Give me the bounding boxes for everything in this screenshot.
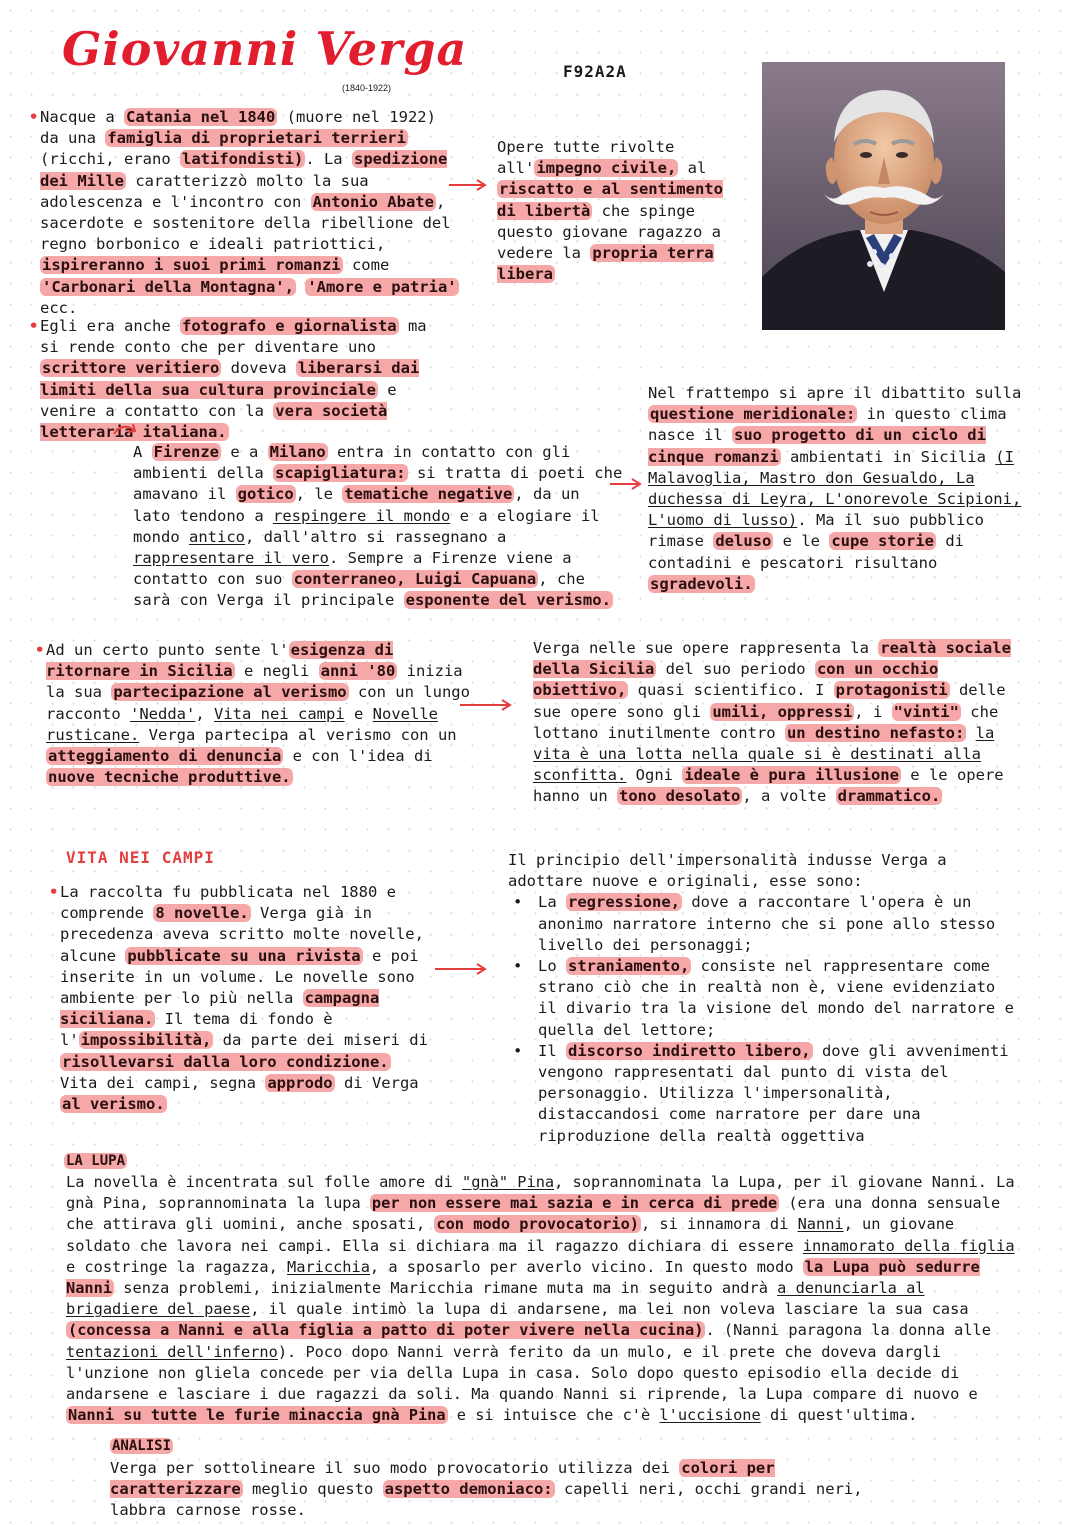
list-item: • La regressione, dove a raccontare l'opera è un anonimo narratore interno che si pone allo stesso livello dei personaggi; xyxy=(508,892,1018,956)
list-item: • Il discorso indiretto libero, dove gli avvenimenti vengono rappresentati dal punto di vista del personaggio. Utilizza l'impersonalità, distaccandosi come narratore per dare una riproduzione della realtà oggettiva xyxy=(508,1041,1018,1147)
la-lupa-heading: LA LUPA xyxy=(66,1153,126,1169)
la-lupa-paragraph: La novella è incentrata sul folle amore di "gnà" Pina, soprannominata la Lupa, per il giovane Nanni. La gnà Pina, soprannominata la lupa per non essere mai sazia e in cerca di prede (era una donna sensuale che attirava gli uomini, anche sposati, con modo provocatorio) , si innamora di Nanni, un giovane soldato che lavora nei campi. Ella si dichiara ma il ragazzo dichiara di essere innamorato della figlia e costringe la ragazza, Maricchia, a sposarlo per averlo vicino. In questo modo la Lupa può sedurre Nanni senza problemi, inizialmente Maricchia rimane muta ma in seguito andrà a denunciarla al brigadiere del paese, il quale intimò la lupa di andarsene, ma lei non voleva lasciare la sua casa (concessa a Nanni e alla figlia a patto di poter vivere nella cucina) . (Nanni paragona la donna alle tentazioni dell'inferno). Poco dopo Nanni verrà ferito da un mulo, e il prete che doveva dargli l'unzione non gliela concede per via della Lupa in casa. Solo dopo questo episodio ella decide di andarsene e lasciare i due ragazzi da soli. Ma quando Nanni si riprende, la Lupa compare di nuovo e Nanni su tutte le furie minaccia gnà Pina e si intuisce che c'è l'uccisione di quest'ultima. xyxy=(66,1173,1015,1425)
fotografo-paragraph: • Egli era anche fotografo e giornalista ma si rende conto che per diventare uno scrittore veritiero doveva liberarsi dai limiti della sua cultura provinciale e venire a contatto con la vera società letteraria italiana. xyxy=(40,316,430,443)
document-code: F92A2A xyxy=(563,62,627,81)
sicilia-paragraph: • Ad un certo punto sente l' esigenza di ritornare in Sicilia e negli anni '80 inizia la sua partecipazione al verismo con un lungo racconto 'Nedda', Vita nei campi e Novelle rusticane. Verga partecipa al verismo con un atteggiamento di denuncia e con l'idea di nuove tecniche produttive. xyxy=(46,640,478,788)
arrow-right-icon xyxy=(447,178,489,192)
arrow-right-icon xyxy=(608,477,644,491)
firenze-paragraph: A Firenze e a Milano entra in contatto con gli ambienti della scapigliatura: si tratta di poeti che amavano il gotico , le tematiche negative , da un lato tendono a respingere il mondo e a elogiare il mondo antico, dall'altro si rassegnano a rappresentare il vero. Sempre a Firenze viene a contatto con suo conterraneo, Luigi Capuana , che sarà con Verga il principale esponente del verismo. xyxy=(133,443,623,610)
vita-nei-campi-paragraph: • La raccolta fu pubblicata nel 1880 e comprende 8 novelle. Verga già in precedenza aveva scritto molte novelle, alcune pubblicate su una rivista e poi inserite in un volume. Le novelle sono ambiente per lo più nella campagna siciliana. Il tema di fondo è l' impossibilità, da parte dei miseri di risollevarsi dalla loro condizione. Vita dei campi, segna approdo di Verga al verismo. xyxy=(60,882,435,1115)
portrait-image xyxy=(762,62,1005,330)
list-item: • Lo straniamento, consiste nel rappresentare come strano ciò che in realtà non è, viene evidenziato il divario tra la visione del mondo del narratore e quella del lettore; xyxy=(508,956,1018,1041)
tecniche-list xyxy=(508,892,1018,1146)
questione-paragraph: Nel frattempo si apre il dibattito sulla questione meridionale: in questo clima nasce il suo progetto di un ciclo di cinque romanzi ambientati in Sicilia (I Malavoglia, Mastro don Gesualdo, La duchessa di Leyra, L'onorevole Scipioni, L'uomo di lusso). Ma il suo pubblico rimase deluso e le cupe storie di contadini e pescatori risultano sgradevoli. xyxy=(648,384,1022,593)
curved-arrow-icon xyxy=(112,420,142,442)
life-dates: (1840-1922) xyxy=(342,83,392,93)
intro-paragraph: • Nacque a Catania nel 1840 (muore nel 1922) da una famiglia di proprietari terrieri (ricchi, erano latifondisti) . La spedizione dei Mille caratterizzò molto la sua adolescenza e l'incontro con Antonio Abate , sacerdote e sostenitore della ribellione del regno borbonico e ideali patriottici, ispireranno i suoi primi romanzi come 'Carbonari della Montagna', 'Amore e patria' ecc. xyxy=(40,107,460,319)
arrow-right-icon xyxy=(458,698,514,712)
impersonalita-block xyxy=(508,850,1018,1147)
analisi-heading: ANALISI xyxy=(112,1438,172,1454)
vita-nei-campi-heading: VITA NEI CAMPI xyxy=(66,848,215,867)
realta-paragraph: Verga nelle sue opere rappresenta la realtà sociale della Sicilia del suo periodo con un occhio obiettivo, quasi scientifico. I protagonisti delle sue opere sono gli umili, oppressi , i "vinti" che lottano inutilmente contro un destino nefasto: la vita è una lotta nella quale si è destinati alla sconfitta. Ogni ideale è pura illusione e le opere hanno un tono desolato , a volte drammatico. xyxy=(533,639,1011,806)
impersonalita-intro: Il principio dell'impersonalità indusse Verga a adottare nuove e originali, esse sono: xyxy=(508,851,947,891)
arrow-right-icon xyxy=(433,962,489,976)
analisi-paragraph: Verga per sottolineare il suo modo provocatorio utilizza dei colori per caratterizzare meglio questo aspetto demoniaco: capelli neri, occhi grandi neri, labbra carnose rosse. xyxy=(110,1459,863,1520)
opere-paragraph: Opere tutte rivolte all' impegno civile, al riscatto e al sentimento di libertà che spinge questo giovane ragazzo a vedere la propria terra libera xyxy=(497,138,723,284)
page-title: Giovanni Verga xyxy=(62,22,468,76)
